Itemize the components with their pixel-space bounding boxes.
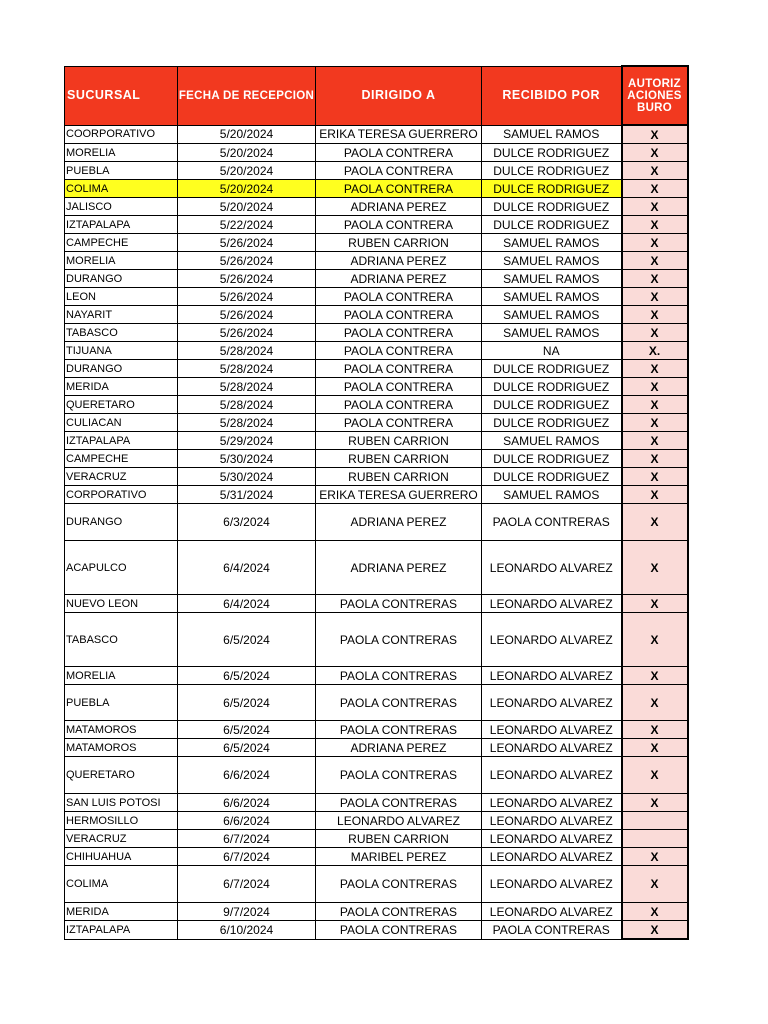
cell-dirigido[interactable]: PAOLA CONTRERA bbox=[316, 216, 482, 234]
cell-autorizacion[interactable]: X bbox=[622, 396, 688, 414]
header-sucursal[interactable]: SUCURSAL bbox=[65, 66, 178, 125]
table-row bbox=[65, 595, 688, 613]
cell-dirigido[interactable]: PAOLA CONTRERAS bbox=[316, 757, 482, 794]
cell-autorizacion[interactable]: X bbox=[622, 794, 688, 812]
cell-fecha[interactable]: 5/30/2024 bbox=[178, 468, 316, 486]
cell-dirigido[interactable]: PAOLA CONTRERAS bbox=[316, 721, 482, 739]
cell-dirigido[interactable]: PAOLA CONTRERA bbox=[316, 360, 482, 378]
cell-sucursal[interactable]: CORPORATIVO bbox=[65, 486, 178, 504]
cell-fecha[interactable]: 6/5/2024 bbox=[178, 685, 316, 721]
cell-recibido[interactable]: LEONARDO ALVAREZ bbox=[482, 866, 622, 903]
cell-recibido[interactable]: SAMUEL RAMOS bbox=[482, 432, 622, 450]
header-recibido[interactable]: RECIBIDO POR bbox=[482, 66, 622, 125]
cell-recibido[interactable]: LEONARDO ALVAREZ bbox=[482, 794, 622, 812]
cell-sucursal[interactable]: SAN LUIS POTOSI bbox=[65, 794, 178, 812]
cell-recibido[interactable]: LEONARDO ALVAREZ bbox=[482, 739, 622, 757]
cell-autorizacion[interactable]: X bbox=[622, 234, 688, 252]
cell-sucursal[interactable]: IZTAPALAPA bbox=[65, 432, 178, 450]
cell-recibido[interactable]: SAMUEL RAMOS bbox=[482, 324, 622, 342]
cell-sucursal[interactable]: NUEVO LEON bbox=[65, 595, 178, 613]
table-row bbox=[65, 144, 688, 162]
header-dirigido[interactable]: DIRIGIDO A bbox=[316, 66, 482, 125]
cell-recibido[interactable]: LEONARDO ALVAREZ bbox=[482, 595, 622, 613]
cell-autorizacion[interactable]: X bbox=[622, 468, 688, 486]
cell-recibido[interactable]: DULCE RODRIGUEZ bbox=[482, 180, 622, 198]
cell-recibido[interactable]: LEONARDO ALVAREZ bbox=[482, 721, 622, 739]
table-row bbox=[65, 685, 688, 721]
table-row bbox=[65, 216, 688, 234]
table-row bbox=[65, 360, 688, 378]
cell-dirigido[interactable]: PAOLA CONTRERA bbox=[316, 162, 482, 180]
cell-fecha[interactable]: 6/6/2024 bbox=[178, 812, 316, 830]
cell-recibido[interactable]: SAMUEL RAMOS bbox=[482, 270, 622, 288]
cell-fecha[interactable]: 5/20/2024 bbox=[178, 198, 316, 216]
cell-fecha[interactable]: 6/5/2024 bbox=[178, 613, 316, 667]
table-row bbox=[65, 613, 688, 667]
cell-dirigido[interactable]: ERIKA TERESA GUERRERO bbox=[316, 125, 482, 144]
cell-sucursal[interactable]: CHIHUAHUA bbox=[65, 848, 178, 866]
cell-recibido[interactable]: SAMUEL RAMOS bbox=[482, 288, 622, 306]
table-row bbox=[65, 468, 688, 486]
cell-dirigido[interactable]: PAOLA CONTRERAS bbox=[316, 685, 482, 721]
cell-autorizacion[interactable]: X bbox=[622, 162, 688, 180]
cell-sucursal[interactable]: DURANGO bbox=[65, 360, 178, 378]
cell-dirigido[interactable]: RUBEN CARRION bbox=[316, 234, 482, 252]
cell-sucursal[interactable]: QUERETARO bbox=[65, 757, 178, 794]
cell-dirigido[interactable]: PAOLA CONTRERA bbox=[316, 144, 482, 162]
cell-fecha[interactable]: 5/29/2024 bbox=[178, 432, 316, 450]
cell-dirigido[interactable]: ERIKA TERESA GUERRERO bbox=[316, 486, 482, 504]
cell-autorizacion[interactable]: X bbox=[622, 378, 688, 396]
table-row bbox=[65, 414, 688, 432]
cell-fecha[interactable]: 6/10/2024 bbox=[178, 921, 316, 940]
cell-recibido[interactable]: SAMUEL RAMOS bbox=[482, 252, 622, 270]
cell-fecha[interactable]: 5/31/2024 bbox=[178, 486, 316, 504]
cell-autorizacion[interactable]: X bbox=[622, 288, 688, 306]
cell-sucursal[interactable]: QUERETARO bbox=[65, 396, 178, 414]
cell-sucursal[interactable]: MORELIA bbox=[65, 144, 178, 162]
cell-autorizacion[interactable]: X bbox=[622, 721, 688, 739]
cell-autorizacion[interactable]: X bbox=[622, 739, 688, 757]
cell-autorizacion[interactable]: X bbox=[622, 125, 688, 144]
table-row bbox=[65, 125, 688, 144]
cell-sucursal[interactable]: DURANGO bbox=[65, 270, 178, 288]
cell-sucursal[interactable]: TABASCO bbox=[65, 613, 178, 667]
cell-fecha[interactable]: 6/4/2024 bbox=[178, 541, 316, 595]
table-row bbox=[65, 504, 688, 541]
table-row bbox=[65, 903, 688, 921]
cell-autorizacion[interactable]: X bbox=[622, 324, 688, 342]
table-row bbox=[65, 486, 688, 504]
cell-fecha[interactable]: 5/28/2024 bbox=[178, 396, 316, 414]
table-row bbox=[65, 739, 688, 757]
cell-dirigido[interactable]: PAOLA CONTRERA bbox=[316, 414, 482, 432]
table-row bbox=[65, 830, 688, 848]
cell-autorizacion[interactable]: X bbox=[622, 866, 688, 903]
cell-autorizacion[interactable]: X bbox=[622, 144, 688, 162]
cell-sucursal[interactable]: MERIDA bbox=[65, 903, 178, 921]
cell-fecha[interactable]: 5/20/2024 bbox=[178, 125, 316, 144]
cell-sucursal[interactable]: COLIMA bbox=[65, 180, 178, 198]
cell-dirigido[interactable]: RUBEN CARRION bbox=[316, 450, 482, 468]
cell-sucursal[interactable]: MORELIA bbox=[65, 252, 178, 270]
cell-autorizacion[interactable]: X bbox=[622, 757, 688, 794]
cell-fecha[interactable]: 5/20/2024 bbox=[178, 162, 316, 180]
table-row bbox=[65, 396, 688, 414]
table-row bbox=[65, 450, 688, 468]
cell-recibido[interactable]: SAMUEL RAMOS bbox=[482, 234, 622, 252]
header-autorizaciones[interactable]: AUTORIZ ACIONES BURO bbox=[622, 66, 688, 125]
cell-recibido[interactable]: DULCE RODRIGUEZ bbox=[482, 144, 622, 162]
cell-fecha[interactable]: 5/28/2024 bbox=[178, 360, 316, 378]
cell-sucursal[interactable]: CAMPECHE bbox=[65, 234, 178, 252]
cell-fecha[interactable]: 9/7/2024 bbox=[178, 903, 316, 921]
cell-recibido[interactable]: NA bbox=[482, 342, 622, 360]
cell-recibido[interactable]: LEONARDO ALVAREZ bbox=[482, 812, 622, 830]
cell-autorizacion[interactable]: X bbox=[622, 921, 688, 940]
cell-recibido[interactable]: LEONARDO ALVAREZ bbox=[482, 830, 622, 848]
cell-autorizacion[interactable]: X bbox=[622, 450, 688, 468]
table-row bbox=[65, 270, 688, 288]
cell-sucursal[interactable]: PUEBLA bbox=[65, 162, 178, 180]
cell-autorizacion[interactable]: X bbox=[622, 180, 688, 198]
cell-sucursal[interactable]: VERACRUZ bbox=[65, 468, 178, 486]
cell-dirigido[interactable]: PAOLA CONTRERA bbox=[316, 378, 482, 396]
table-row-highlighted bbox=[65, 180, 688, 198]
cell-sucursal[interactable]: TABASCO bbox=[65, 324, 178, 342]
cell-fecha[interactable]: 6/7/2024 bbox=[178, 830, 316, 848]
cell-recibido[interactable]: LEONARDO ALVAREZ bbox=[482, 903, 622, 921]
cell-recibido[interactable]: DULCE RODRIGUEZ bbox=[482, 414, 622, 432]
cell-recibido[interactable]: DULCE RODRIGUEZ bbox=[482, 378, 622, 396]
cell-sucursal[interactable]: VERACRUZ bbox=[65, 830, 178, 848]
cell-fecha[interactable]: 6/3/2024 bbox=[178, 504, 316, 541]
cell-fecha[interactable]: 5/20/2024 bbox=[178, 144, 316, 162]
cell-fecha[interactable]: 5/26/2024 bbox=[178, 324, 316, 342]
table-row bbox=[65, 721, 688, 739]
cell-recibido[interactable]: DULCE RODRIGUEZ bbox=[482, 396, 622, 414]
cell-fecha[interactable]: 5/26/2024 bbox=[178, 270, 316, 288]
cell-recibido[interactable]: LEONARDO ALVAREZ bbox=[482, 848, 622, 866]
table-row bbox=[65, 848, 688, 866]
cell-recibido[interactable]: LEONARDO ALVAREZ bbox=[482, 757, 622, 794]
cell-autorizacion[interactable]: X bbox=[622, 252, 688, 270]
cell-autorizacion[interactable]: X. bbox=[622, 342, 688, 360]
cell-autorizacion[interactable]: X bbox=[622, 541, 688, 595]
cell-dirigido[interactable]: RUBEN CARRION bbox=[316, 468, 482, 486]
table-row bbox=[65, 378, 688, 396]
table-row bbox=[65, 306, 688, 324]
cell-recibido[interactable]: PAOLA CONTRERAS bbox=[482, 921, 622, 940]
cell-sucursal[interactable]: JALISCO bbox=[65, 198, 178, 216]
cell-fecha[interactable]: 6/6/2024 bbox=[178, 794, 316, 812]
cell-sucursal[interactable]: MORELIA bbox=[65, 667, 178, 685]
cell-sucursal[interactable]: ACAPULCO bbox=[65, 541, 178, 595]
cell-fecha[interactable]: 5/28/2024 bbox=[178, 378, 316, 396]
table-row bbox=[65, 667, 688, 685]
cell-dirigido[interactable]: PAOLA CONTRERA bbox=[316, 324, 482, 342]
cell-fecha[interactable]: 6/5/2024 bbox=[178, 667, 316, 685]
cell-autorizacion[interactable]: X bbox=[622, 667, 688, 685]
cell-sucursal[interactable]: COLIMA bbox=[65, 866, 178, 903]
cell-fecha[interactable]: 5/30/2024 bbox=[178, 450, 316, 468]
cell-recibido[interactable]: PAOLA CONTRERAS bbox=[482, 504, 622, 541]
table-row bbox=[65, 288, 688, 306]
cell-sucursal[interactable]: IZTAPALAPA bbox=[65, 921, 178, 940]
cell-recibido[interactable]: LEONARDO ALVAREZ bbox=[482, 613, 622, 667]
cell-fecha[interactable]: 5/26/2024 bbox=[178, 306, 316, 324]
cell-autorizacion[interactable]: X bbox=[622, 848, 688, 866]
cell-recibido[interactable]: DULCE RODRIGUEZ bbox=[482, 216, 622, 234]
cell-dirigido[interactable]: ADRIANA PEREZ bbox=[316, 739, 482, 757]
cell-autorizacion[interactable]: X bbox=[622, 903, 688, 921]
cell-sucursal[interactable]: HERMOSILLO bbox=[65, 812, 178, 830]
cell-fecha[interactable]: 6/7/2024 bbox=[178, 848, 316, 866]
header-fecha[interactable]: FECHA DE RECEPCION bbox=[178, 66, 316, 125]
cell-sucursal[interactable]: MATAMOROS bbox=[65, 721, 178, 739]
cell-fecha[interactable]: 5/28/2024 bbox=[178, 414, 316, 432]
cell-sucursal[interactable]: TIJUANA bbox=[65, 342, 178, 360]
table-row bbox=[65, 794, 688, 812]
cell-dirigido[interactable]: PAOLA CONTRERAS bbox=[316, 866, 482, 903]
table-row bbox=[65, 921, 688, 940]
table-row bbox=[65, 342, 688, 360]
cell-dirigido[interactable]: ADRIANA PEREZ bbox=[316, 270, 482, 288]
table-row bbox=[65, 198, 688, 216]
cell-sucursal[interactable]: DURANGO bbox=[65, 504, 178, 541]
table-row bbox=[65, 812, 688, 830]
cell-fecha[interactable]: 6/5/2024 bbox=[178, 739, 316, 757]
cell-dirigido[interactable]: PAOLA CONTRERAS bbox=[316, 595, 482, 613]
cell-fecha[interactable]: 5/26/2024 bbox=[178, 288, 316, 306]
cell-dirigido[interactable]: PAOLA CONTRERA bbox=[316, 306, 482, 324]
cell-dirigido[interactable]: PAOLA CONTRERA bbox=[316, 288, 482, 306]
cell-autorizacion[interactable]: X bbox=[622, 595, 688, 613]
cell-autorizacion[interactable]: X bbox=[622, 432, 688, 450]
cell-dirigido[interactable]: RUBEN CARRION bbox=[316, 432, 482, 450]
cell-recibido[interactable]: DULCE RODRIGUEZ bbox=[482, 360, 622, 378]
cell-sucursal[interactable]: NAYARIT bbox=[65, 306, 178, 324]
cell-autorizacion[interactable]: X bbox=[622, 504, 688, 541]
cell-dirigido[interactable]: PAOLA CONTRERAS bbox=[316, 921, 482, 940]
cell-fecha[interactable]: 5/26/2024 bbox=[178, 252, 316, 270]
header-row bbox=[65, 66, 688, 125]
table-row bbox=[65, 866, 688, 903]
cell-fecha[interactable]: 5/22/2024 bbox=[178, 216, 316, 234]
table-row bbox=[65, 324, 688, 342]
cell-autorizacion[interactable]: X bbox=[622, 685, 688, 721]
cell-dirigido[interactable]: ADRIANA PEREZ bbox=[316, 541, 482, 595]
cell-sucursal[interactable]: IZTAPALAPA bbox=[65, 216, 178, 234]
cell-sucursal[interactable]: PUEBLA bbox=[65, 685, 178, 721]
cell-fecha[interactable]: 5/20/2024 bbox=[178, 180, 316, 198]
cell-autorizacion[interactable] bbox=[622, 812, 688, 830]
cell-fecha[interactable]: 5/28/2024 bbox=[178, 342, 316, 360]
table-row bbox=[65, 541, 688, 595]
cell-autorizacion[interactable]: X bbox=[622, 486, 688, 504]
cell-recibido[interactable]: LEONARDO ALVAREZ bbox=[482, 541, 622, 595]
cell-recibido[interactable]: DULCE RODRIGUEZ bbox=[482, 468, 622, 486]
cell-recibido[interactable]: DULCE RODRIGUEZ bbox=[482, 450, 622, 468]
cell-sucursal[interactable]: LEON bbox=[65, 288, 178, 306]
table-row bbox=[65, 757, 688, 794]
cell-fecha[interactable]: 6/5/2024 bbox=[178, 721, 316, 739]
table-row bbox=[65, 252, 688, 270]
cell-fecha[interactable]: 6/4/2024 bbox=[178, 595, 316, 613]
cell-autorizacion[interactable]: X bbox=[622, 414, 688, 432]
cell-dirigido[interactable]: ADRIANA PEREZ bbox=[316, 252, 482, 270]
cell-recibido[interactable]: LEONARDO ALVAREZ bbox=[482, 685, 622, 721]
cell-recibido[interactable]: SAMUEL RAMOS bbox=[482, 306, 622, 324]
cell-dirigido[interactable]: PAOLA CONTRERA bbox=[316, 396, 482, 414]
cell-fecha[interactable]: 5/26/2024 bbox=[178, 234, 316, 252]
cell-dirigido[interactable]: PAOLA CONTRERAS bbox=[316, 903, 482, 921]
cell-dirigido[interactable]: ADRIANA PEREZ bbox=[316, 198, 482, 216]
cell-fecha[interactable]: 6/6/2024 bbox=[178, 757, 316, 794]
cell-dirigido[interactable]: PAOLA CONTRERAS bbox=[316, 613, 482, 667]
cell-autorizacion[interactable]: X bbox=[622, 306, 688, 324]
cell-recibido[interactable]: DULCE RODRIGUEZ bbox=[482, 162, 622, 180]
cell-fecha[interactable]: 6/7/2024 bbox=[178, 866, 316, 903]
cell-recibido[interactable]: SAMUEL RAMOS bbox=[482, 125, 622, 144]
table-row bbox=[65, 432, 688, 450]
cell-dirigido[interactable]: PAOLA CONTRERA bbox=[316, 342, 482, 360]
cell-autorizacion[interactable]: X bbox=[622, 216, 688, 234]
cell-autorizacion[interactable]: X bbox=[622, 198, 688, 216]
table-row bbox=[65, 234, 688, 252]
cell-dirigido[interactable]: PAOLA CONTRERAS bbox=[316, 667, 482, 685]
cell-dirigido[interactable]: PAOLA CONTRERAS bbox=[316, 794, 482, 812]
cell-dirigido[interactable]: LEONARDO ALVAREZ bbox=[316, 812, 482, 830]
cell-sucursal[interactable]: CULIACAN bbox=[65, 414, 178, 432]
cell-sucursal[interactable]: MATAMOROS bbox=[65, 739, 178, 757]
cell-dirigido[interactable]: MARIBEL PEREZ bbox=[316, 848, 482, 866]
cell-dirigido[interactable]: PAOLA CONTRERA bbox=[316, 180, 482, 198]
cell-sucursal[interactable]: COORPORATIVO bbox=[65, 125, 178, 144]
cell-recibido[interactable]: LEONARDO ALVAREZ bbox=[482, 667, 622, 685]
cell-sucursal[interactable]: MERIDA bbox=[65, 378, 178, 396]
cell-recibido[interactable]: DULCE RODRIGUEZ bbox=[482, 198, 622, 216]
cell-autorizacion[interactable]: X bbox=[622, 613, 688, 667]
cell-autorizacion[interactable] bbox=[622, 830, 688, 848]
cell-dirigido[interactable]: RUBEN CARRION bbox=[316, 830, 482, 848]
cell-recibido[interactable]: SAMUEL RAMOS bbox=[482, 486, 622, 504]
cell-sucursal[interactable]: CAMPECHE bbox=[65, 450, 178, 468]
reception-table bbox=[64, 65, 689, 940]
table-row bbox=[65, 162, 688, 180]
cell-autorizacion[interactable]: X bbox=[622, 360, 688, 378]
cell-dirigido[interactable]: ADRIANA PEREZ bbox=[316, 504, 482, 541]
cell-autorizacion[interactable]: X bbox=[622, 270, 688, 288]
